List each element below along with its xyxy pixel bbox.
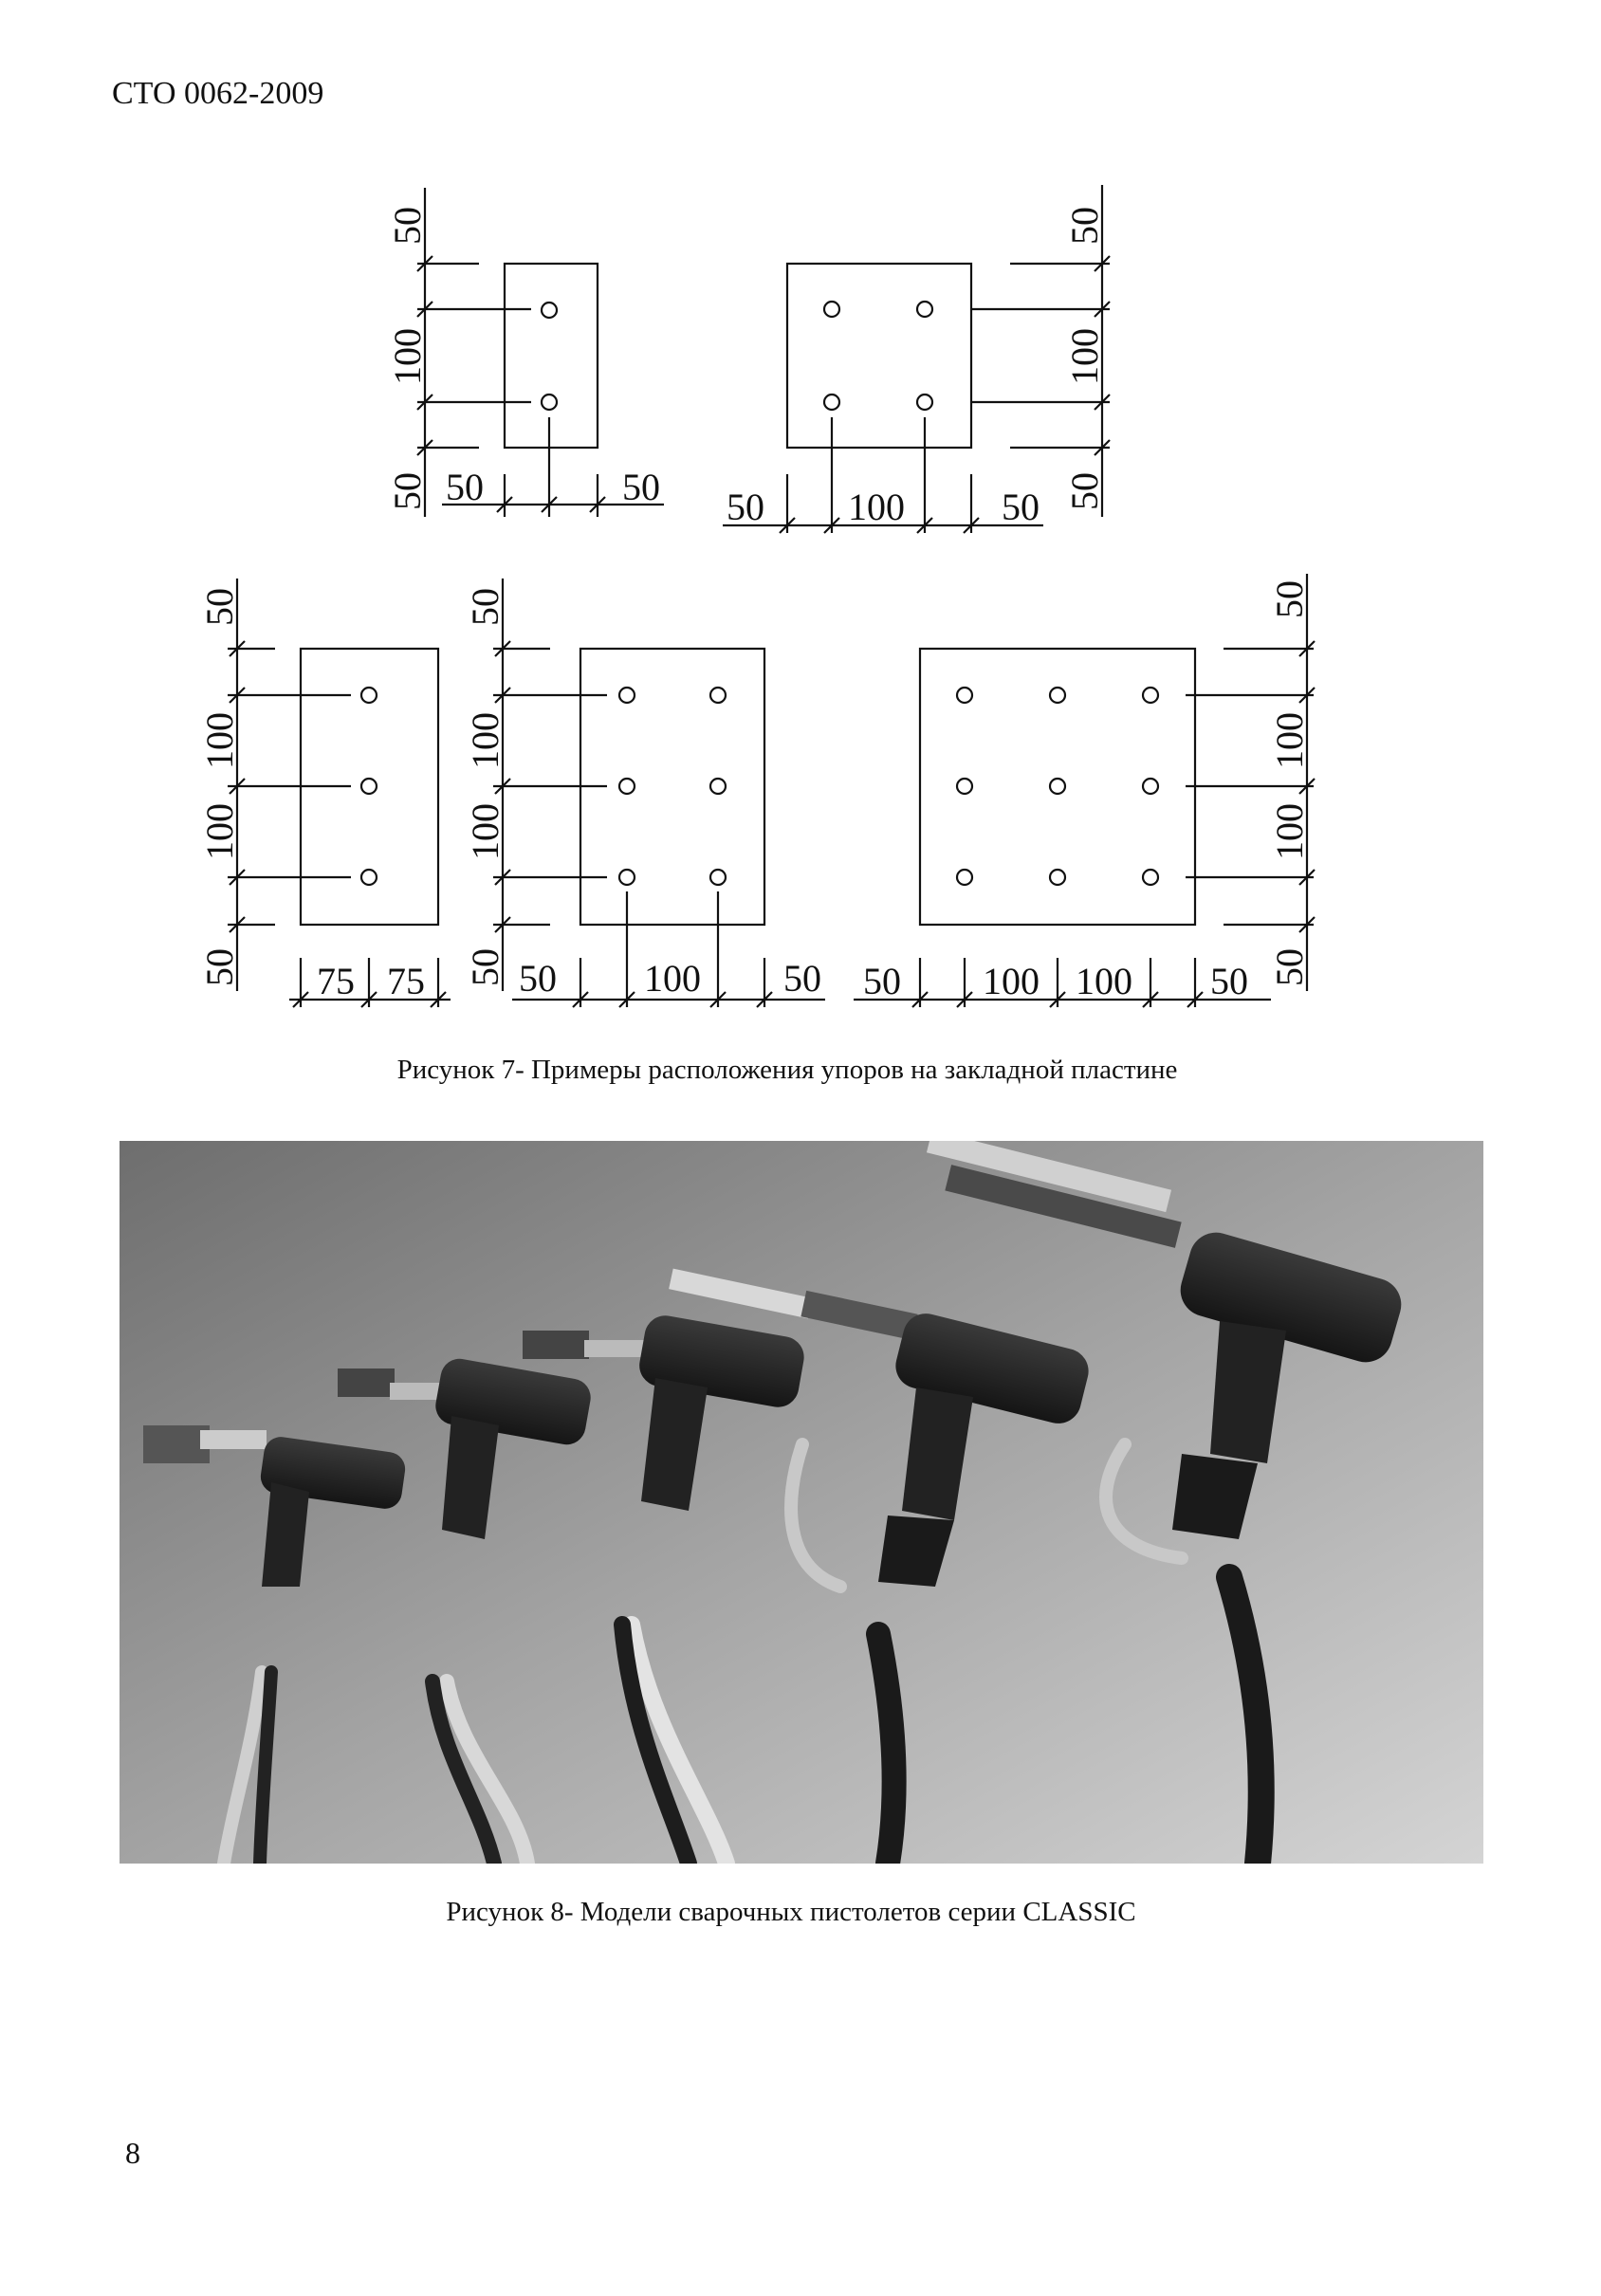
dim-label: 50 (1063, 472, 1106, 510)
stud-hole (957, 779, 972, 794)
welding-guns-photo (120, 1141, 1483, 1864)
stud-hole (619, 870, 635, 885)
dim-label: 50 (198, 588, 241, 626)
stud-hole (1050, 779, 1065, 794)
figure-7-caption: Рисунок 7- Примеры расположения упоров на закладной пластине (396, 1055, 1178, 1085)
dim-label: 50 (1063, 207, 1106, 245)
dim-label: 100 (198, 803, 241, 860)
dim-label: 100 (644, 957, 701, 1000)
stud-hole (361, 870, 377, 885)
dim-label: 100 (1076, 960, 1132, 1002)
dim-label: 50 (863, 960, 901, 1002)
dim-label: 50 (1002, 486, 1040, 528)
dim-label: 50 (519, 957, 557, 1000)
stud-hole (710, 779, 726, 794)
dim-label: 100 (1268, 712, 1311, 769)
dim-label: 100 (386, 328, 429, 385)
plate-4 (493, 579, 825, 1007)
dim-label: 50 (386, 472, 429, 510)
dim-label: 50 (386, 207, 429, 245)
plate-2-outline (787, 264, 971, 448)
dim-label: 100 (848, 486, 905, 528)
plate-5 (854, 574, 1315, 1007)
dim-label: 100 (1268, 803, 1311, 860)
dim-label: 50 (1268, 580, 1311, 618)
dim-label: 50 (464, 588, 506, 626)
figure-8-caption: Рисунок 8- Модели сварочных пистолетов серии CLASSIC (446, 1897, 1136, 1927)
stud-hole (824, 395, 839, 410)
stud-hole (1143, 870, 1158, 885)
page-number: 8 (125, 2136, 140, 2170)
stud-hole (1050, 870, 1065, 885)
stud-hole (957, 688, 972, 703)
stud-hole (361, 779, 377, 794)
stud-hole (542, 395, 557, 410)
stud-hole (619, 779, 635, 794)
dim-label: 50 (464, 948, 506, 986)
dim-label: 50 (198, 948, 241, 986)
dim-label: 100 (1063, 328, 1106, 385)
dim-label: 100 (198, 712, 241, 769)
dim-label: 50 (1268, 948, 1311, 986)
stud-hole (710, 688, 726, 703)
document-code: СТО 0062-2009 (112, 76, 324, 111)
stud-hole (361, 688, 377, 703)
dim-label: 100 (983, 960, 1040, 1002)
plate-2 (723, 185, 1110, 533)
dim-label: 50 (783, 957, 821, 1000)
figure-7-plate-diagrams (0, 0, 1601, 1043)
dim-label: 50 (727, 486, 764, 528)
dim-label: 100 (464, 712, 506, 769)
dim-label: 50 (446, 466, 484, 508)
stud-hole (1143, 779, 1158, 794)
stud-hole (710, 870, 726, 885)
stud-hole (917, 395, 932, 410)
plate-4-outline (580, 649, 764, 925)
stud-hole (957, 870, 972, 885)
dim-label: 75 (387, 960, 425, 1002)
dim-label: 100 (464, 803, 506, 860)
stud-hole (917, 302, 932, 317)
stud-hole (824, 302, 839, 317)
stud-hole (619, 688, 635, 703)
plate-3 (228, 579, 451, 1007)
dim-label: 50 (1210, 960, 1248, 1002)
stud-hole (1143, 688, 1158, 703)
dim-label: 50 (622, 466, 660, 508)
dim-label: 75 (317, 960, 355, 1002)
stud-hole (1050, 688, 1065, 703)
stud-hole (542, 303, 557, 318)
plate-1-outline (505, 264, 598, 448)
